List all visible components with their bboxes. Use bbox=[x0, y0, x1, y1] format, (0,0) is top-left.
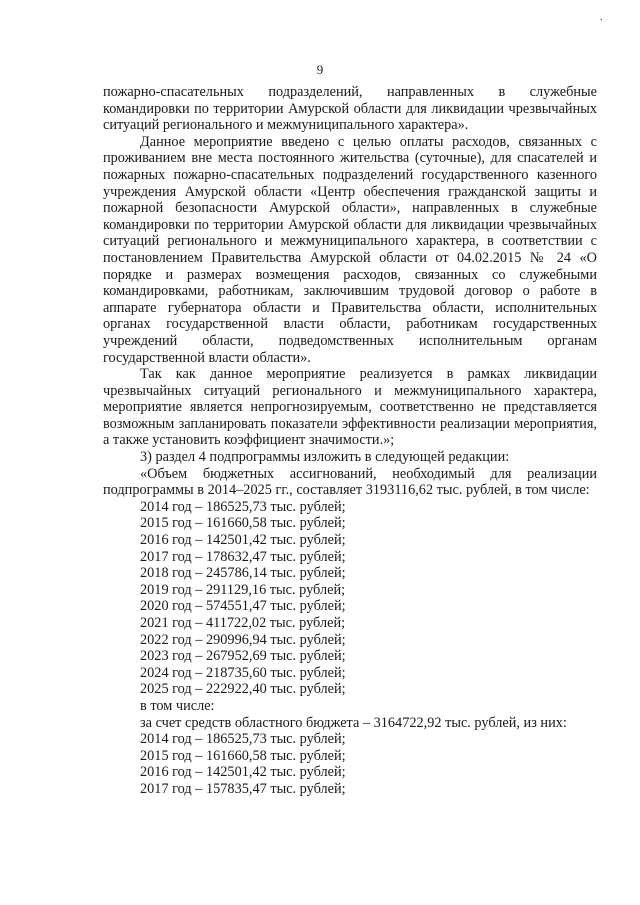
list-item: 2025 год – 222922,40 тыс. рублей; bbox=[140, 681, 346, 698]
paragraph-volume: «Объем бюджетных ассигнований, необходимый для реализации подпрограммы в 2014–2025 гг., составляет 3193116,62 тыс. рублей, в том числе: bbox=[103, 465, 597, 499]
list-item: 2021 год – 411722,02 тыс. рублей; bbox=[140, 615, 346, 631]
regional-by-year-list bbox=[103, 731, 597, 797]
paragraph-purpose: Данное мероприятие введено с целью оплаты расходов, связанных с проживанием вне места постоянного жительства (суточные), для спасателей и пожарных пожарно-спасательных подразделений государственного казенного учреждения Амурской области «Центр обеспечения гражданской защиты и пожарной безопасности Амурской области», направленных в служебные командировки по территории Амурской области для ликвидации чрезвычайных ситуаций регионального и межмуниципального характера, в соответствии с постановлением Правительства Амурской области от 04.02.2015 № 24 «О порядке и размерах возмещения расходов, связанных со служебными командировками, работникам, заключившим трудовой договор о работе в аппарате губернатора области и Правительства области, исполнительных органах государственной власти области, работникам государственных учреждений области, подведомственных исполнительным органам государственной власти области». bbox=[103, 133, 597, 366]
document-body bbox=[103, 84, 597, 798]
list-item: 2016 год – 142501,42 тыс. рублей; bbox=[140, 532, 346, 549]
list-item: 2014 год – 186525,73 тыс. рублей; bbox=[140, 498, 346, 515]
list-item: 2015 год – 161660,58 тыс. рублей; bbox=[140, 515, 346, 532]
regional-budget-line: за счет средств областного бюджета – 3164722,92 тыс. рублей, из них: bbox=[140, 714, 567, 731]
list-item: 2015 год – 161660,58 тыс. рублей; bbox=[140, 747, 346, 764]
list-item: 2018 год – 245786,14 тыс. рублей; bbox=[140, 565, 346, 582]
including-label: в том числе: bbox=[140, 697, 215, 714]
list-item: 2019 год – 291129,16 тыс. рублей; bbox=[140, 581, 346, 598]
total-by-year-list bbox=[103, 499, 597, 698]
list-item: 2022 год – 290996,94 тыс. рублей; bbox=[140, 631, 346, 648]
page-number: 9 bbox=[316, 62, 324, 77]
corner-mark: . bbox=[600, 12, 603, 23]
list-item: 2014 год – 186525,73 тыс. рублей; bbox=[140, 731, 346, 748]
paragraph-section-4: 3) раздел 4 подпрограммы изложить в следующей редакции: bbox=[140, 449, 510, 466]
list-item: 2023 год – 267952,69 тыс. рублей; bbox=[140, 648, 346, 665]
list-item: 2017 год – 157835,47 тыс. рублей; bbox=[140, 780, 346, 797]
list-item: 2017 год – 178632,47 тыс. рублей; bbox=[140, 548, 346, 565]
list-item: 2024 год – 218735,60 тыс. рублей; bbox=[140, 664, 346, 681]
list-item: 2016 год – 142501,42 тыс. рублей; bbox=[140, 764, 346, 781]
list-item: 2020 год – 574551,47 тыс. рублей; bbox=[140, 598, 346, 615]
paragraph-unpredictable: Так как данное мероприятие реализуется в рамках ликвидации чрезвычайных ситуаций регионального и межмуниципального характера, мероприятие является непрогнозируемым, соответственно не представляется возможным запланировать показатели эффективности реализации мероприятия, а также установить коэффициент значимости.»; bbox=[103, 366, 597, 449]
paragraph-intro: пожарно-спасательных подразделений, направленных в служебные командировки по территории Амурской области для ликвидации чрезвычайных ситуаций регионального и межмуниципального характера». bbox=[103, 84, 597, 134]
